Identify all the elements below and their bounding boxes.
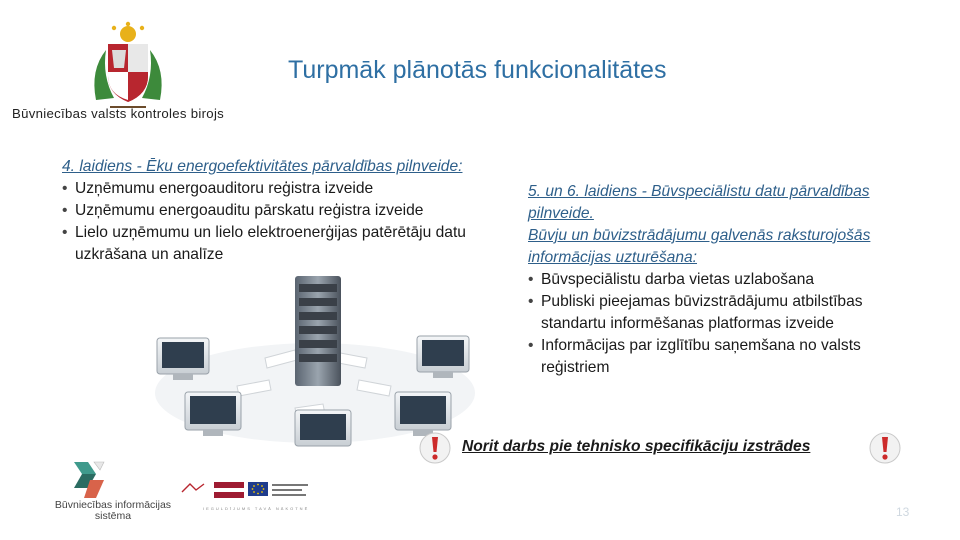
eu-caption: IEGULDĪJUMS TAVĀ NĀKOTNĒ bbox=[203, 506, 310, 511]
product-info-heading: Būvju un būvizstrādājumu galvenās raksturojošās informācijas uzturēšana: bbox=[528, 227, 871, 266]
exclamation-warning-icon bbox=[418, 431, 452, 465]
release-5-6-list bbox=[528, 269, 928, 379]
server-network-computers-icon bbox=[145, 268, 480, 450]
list-item: • Publiski pieejamas būvizstrādājumu atbilstības standartu informēšanas platformas izveide bbox=[528, 291, 928, 335]
page-title: Turpmāk plānotās funkcionalitātes bbox=[288, 56, 667, 84]
exclamation-warning-icon bbox=[868, 431, 902, 465]
bis-name: Būvniecības informācijas sistēma bbox=[54, 499, 172, 522]
note-text: Norit darbs pie tehnisko specifikāciju izstrādes bbox=[462, 438, 811, 455]
list-item: • Informācijas par izglītību saņemšana no valsts reģistriem bbox=[528, 335, 928, 379]
release-5-6-heading: 5. un 6. laidiens - Būvspeciālistu datu pārvaldības pilnveide. bbox=[528, 183, 870, 222]
latvia-coat-of-arms-icon bbox=[86, 20, 170, 108]
release-5-6-block bbox=[528, 181, 928, 379]
list-item: • Uzņēmumu energoauditoru reģistra izveide bbox=[62, 178, 502, 200]
page-number: 13 bbox=[896, 505, 910, 519]
release-4-block bbox=[62, 156, 502, 266]
org-name: Būvniecības valsts kontroles birojs bbox=[12, 106, 225, 121]
release-4-heading: 4. laidiens - Ēku energoefektivitātes pārvaldības pilnveide: bbox=[62, 158, 463, 175]
release-4-list bbox=[62, 178, 502, 266]
list-item: • Lielo uzņēmumu un lielo elektroenerģijas patērētāju datu uzkrāšana un analīze bbox=[62, 222, 502, 266]
bis-logo-icon bbox=[70, 458, 108, 504]
list-item: • Būvspeciālistu darba vietas uzlabošana bbox=[528, 269, 928, 291]
list-item: • Uzņēmumu energoauditu pārskatu reģistra izveide bbox=[62, 200, 502, 222]
